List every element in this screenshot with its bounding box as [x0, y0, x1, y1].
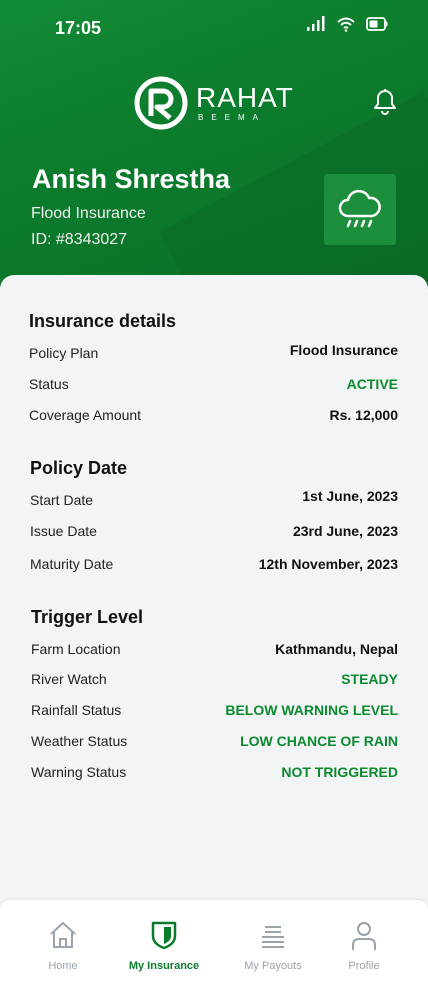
coverage-amount-label: Coverage Amount — [29, 407, 142, 423]
battery-icon — [366, 17, 388, 31]
weather-status-value: LOW CHANCE OF RAIN — [240, 733, 398, 749]
signal-icon — [306, 16, 326, 32]
brand-name: RAHAT — [196, 82, 294, 113]
issue-date-label: Issue Date — [30, 523, 97, 539]
payouts-icon — [258, 920, 288, 950]
profile-header — [0, 0, 428, 300]
policy-plan-value: Flood Insurance — [289, 342, 398, 358]
status-value: ACTIVE — [346, 376, 398, 392]
nav-my-payouts[interactable] — [228, 900, 318, 986]
status-label: Status — [29, 376, 69, 392]
home-icon — [48, 920, 78, 950]
nav-home-label: Home — [48, 960, 78, 972]
river-watch-label: River Watch — [31, 671, 107, 687]
shield-icon — [150, 920, 178, 950]
nav-my-insurance-label: My Insurance — [128, 960, 200, 972]
notification-bell-icon[interactable] — [372, 88, 398, 121]
policy-plan-label: Policy Plan — [29, 345, 99, 361]
river-watch-value: STEADY — [341, 671, 398, 687]
issue-date-value: 23rd June, 2023 — [292, 523, 398, 539]
user-name: Anish Shrestha — [32, 164, 231, 194]
nav-home[interactable] — [18, 900, 108, 986]
start-date-value: 1st June, 2023 — [302, 488, 398, 504]
insurance-details-title: Insurance details — [29, 311, 177, 331]
wifi-icon — [336, 16, 356, 32]
profile-icon — [350, 920, 378, 952]
policy-date-title: Policy Date — [30, 458, 128, 478]
brand-tagline: BEEMA — [198, 113, 267, 122]
brand-wordmark — [196, 84, 294, 122]
start-date-label: Start Date — [30, 492, 94, 508]
nav-profile[interactable] — [319, 900, 409, 986]
warning-status-value: NOT TRIGGERED — [281, 764, 398, 780]
farm-location-label: Farm Location — [31, 641, 121, 657]
status-icons — [306, 16, 388, 32]
maturity-date-value: 12th November, 2023 — [258, 556, 398, 572]
bottom-nav — [0, 900, 428, 986]
rainfall-status-value: BELOW WARNING LEVEL — [225, 702, 398, 718]
coverage-amount-value: Rs. 12,000 — [329, 407, 398, 423]
weather-status-label: Weather Status — [31, 733, 128, 749]
farm-location-value: Kathmandu, Nepal — [275, 641, 398, 657]
trigger-level-title: Trigger Level — [31, 607, 144, 627]
weather-card — [324, 174, 396, 245]
nav-profile-label: Profile — [348, 960, 380, 972]
warning-status-label: Warning Status — [31, 764, 127, 780]
maturity-date-label: Maturity Date — [30, 556, 114, 572]
details-card — [0, 275, 428, 915]
brand-logo — [134, 76, 294, 130]
nav-my-insurance[interactable] — [119, 900, 209, 986]
user-plan: Flood Insurance — [31, 205, 146, 222]
nav-my-payouts-label: My Payouts — [244, 960, 302, 972]
rain-cloud-icon — [336, 188, 384, 232]
status-time: 17:05 — [55, 18, 102, 38]
logo-mark-icon — [134, 76, 188, 130]
rainfall-status-label: Rainfall Status — [31, 702, 122, 718]
user-id: ID: #8343027 — [31, 231, 128, 248]
